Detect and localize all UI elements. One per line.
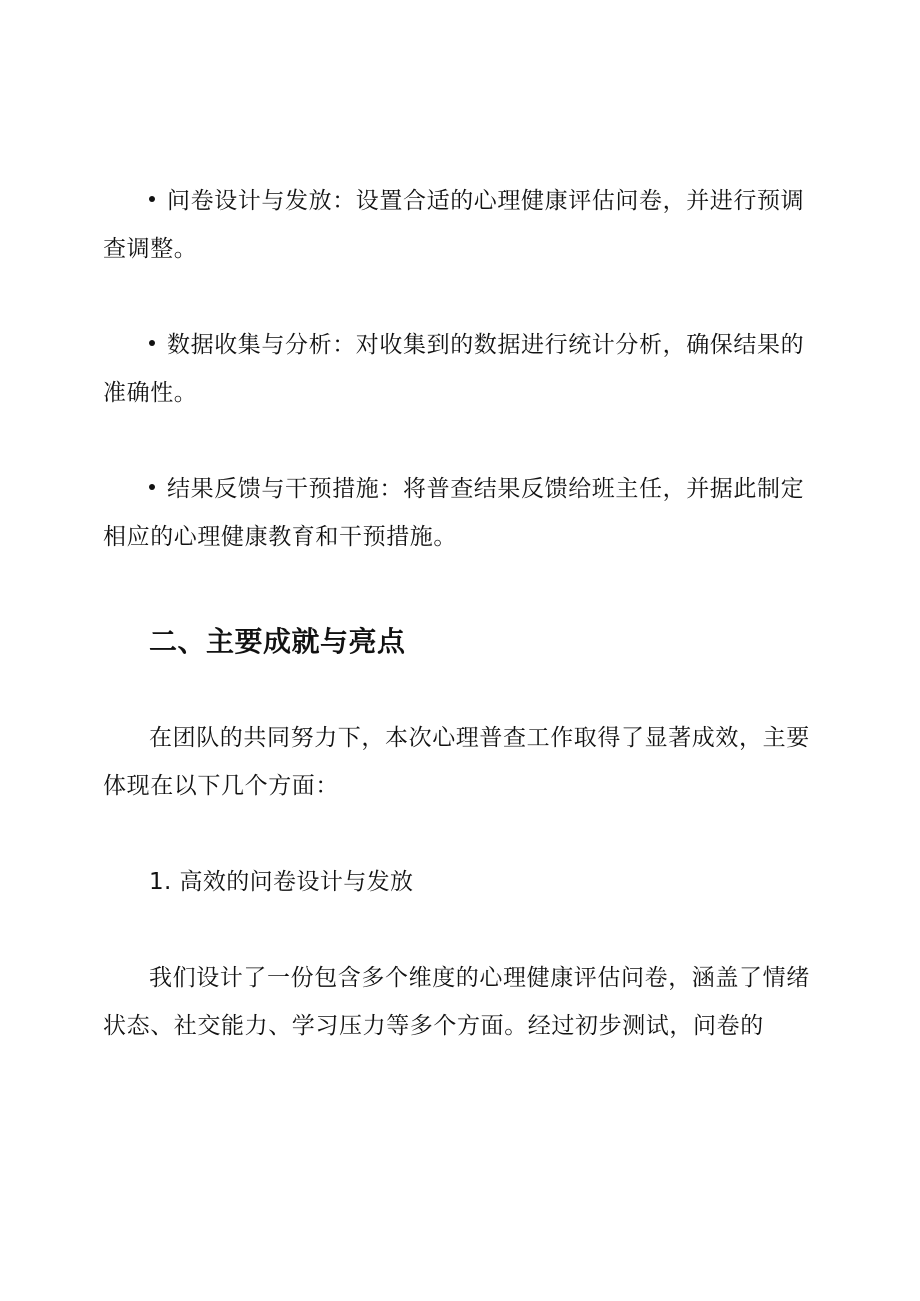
bullet-text: 结果反馈与干预措施：将普查结果反馈给班主任，并据此制定相应的心理健康教育和干预措施。 — [103, 476, 805, 550]
bullet-text: 问卷设计与发放：设置合适的心理健康评估问卷，并进行预调查调整。 — [103, 188, 805, 262]
subsection-heading: 1. 高效的问卷设计与发放 — [149, 869, 414, 895]
bullet-item-questionnaire-design — [103, 177, 825, 273]
section-intro-paragraph: 在团队的共同努力下，本次心理普查工作取得了显著成效，主要体现在以下几个方面： — [103, 725, 810, 799]
bullet-text: 数据收集与分析：对收集到的数据进行统计分析，确保结果的准确性。 — [103, 332, 805, 406]
section-heading: 二、主要成就与亮点 — [149, 625, 406, 658]
bullet-item-feedback-intervention — [103, 465, 825, 561]
bullet-item-data-analysis — [103, 321, 825, 417]
bullet-dot-icon — [149, 484, 155, 490]
bullet-dot-icon — [149, 196, 155, 202]
bullet-dot-icon — [149, 340, 155, 346]
body-paragraph: 我们设计了一份包含多个维度的心理健康评估问卷，涵盖了情绪状态、社交能力、学习压力等多个方面。经过初步测试，问卷的 — [103, 965, 810, 1039]
